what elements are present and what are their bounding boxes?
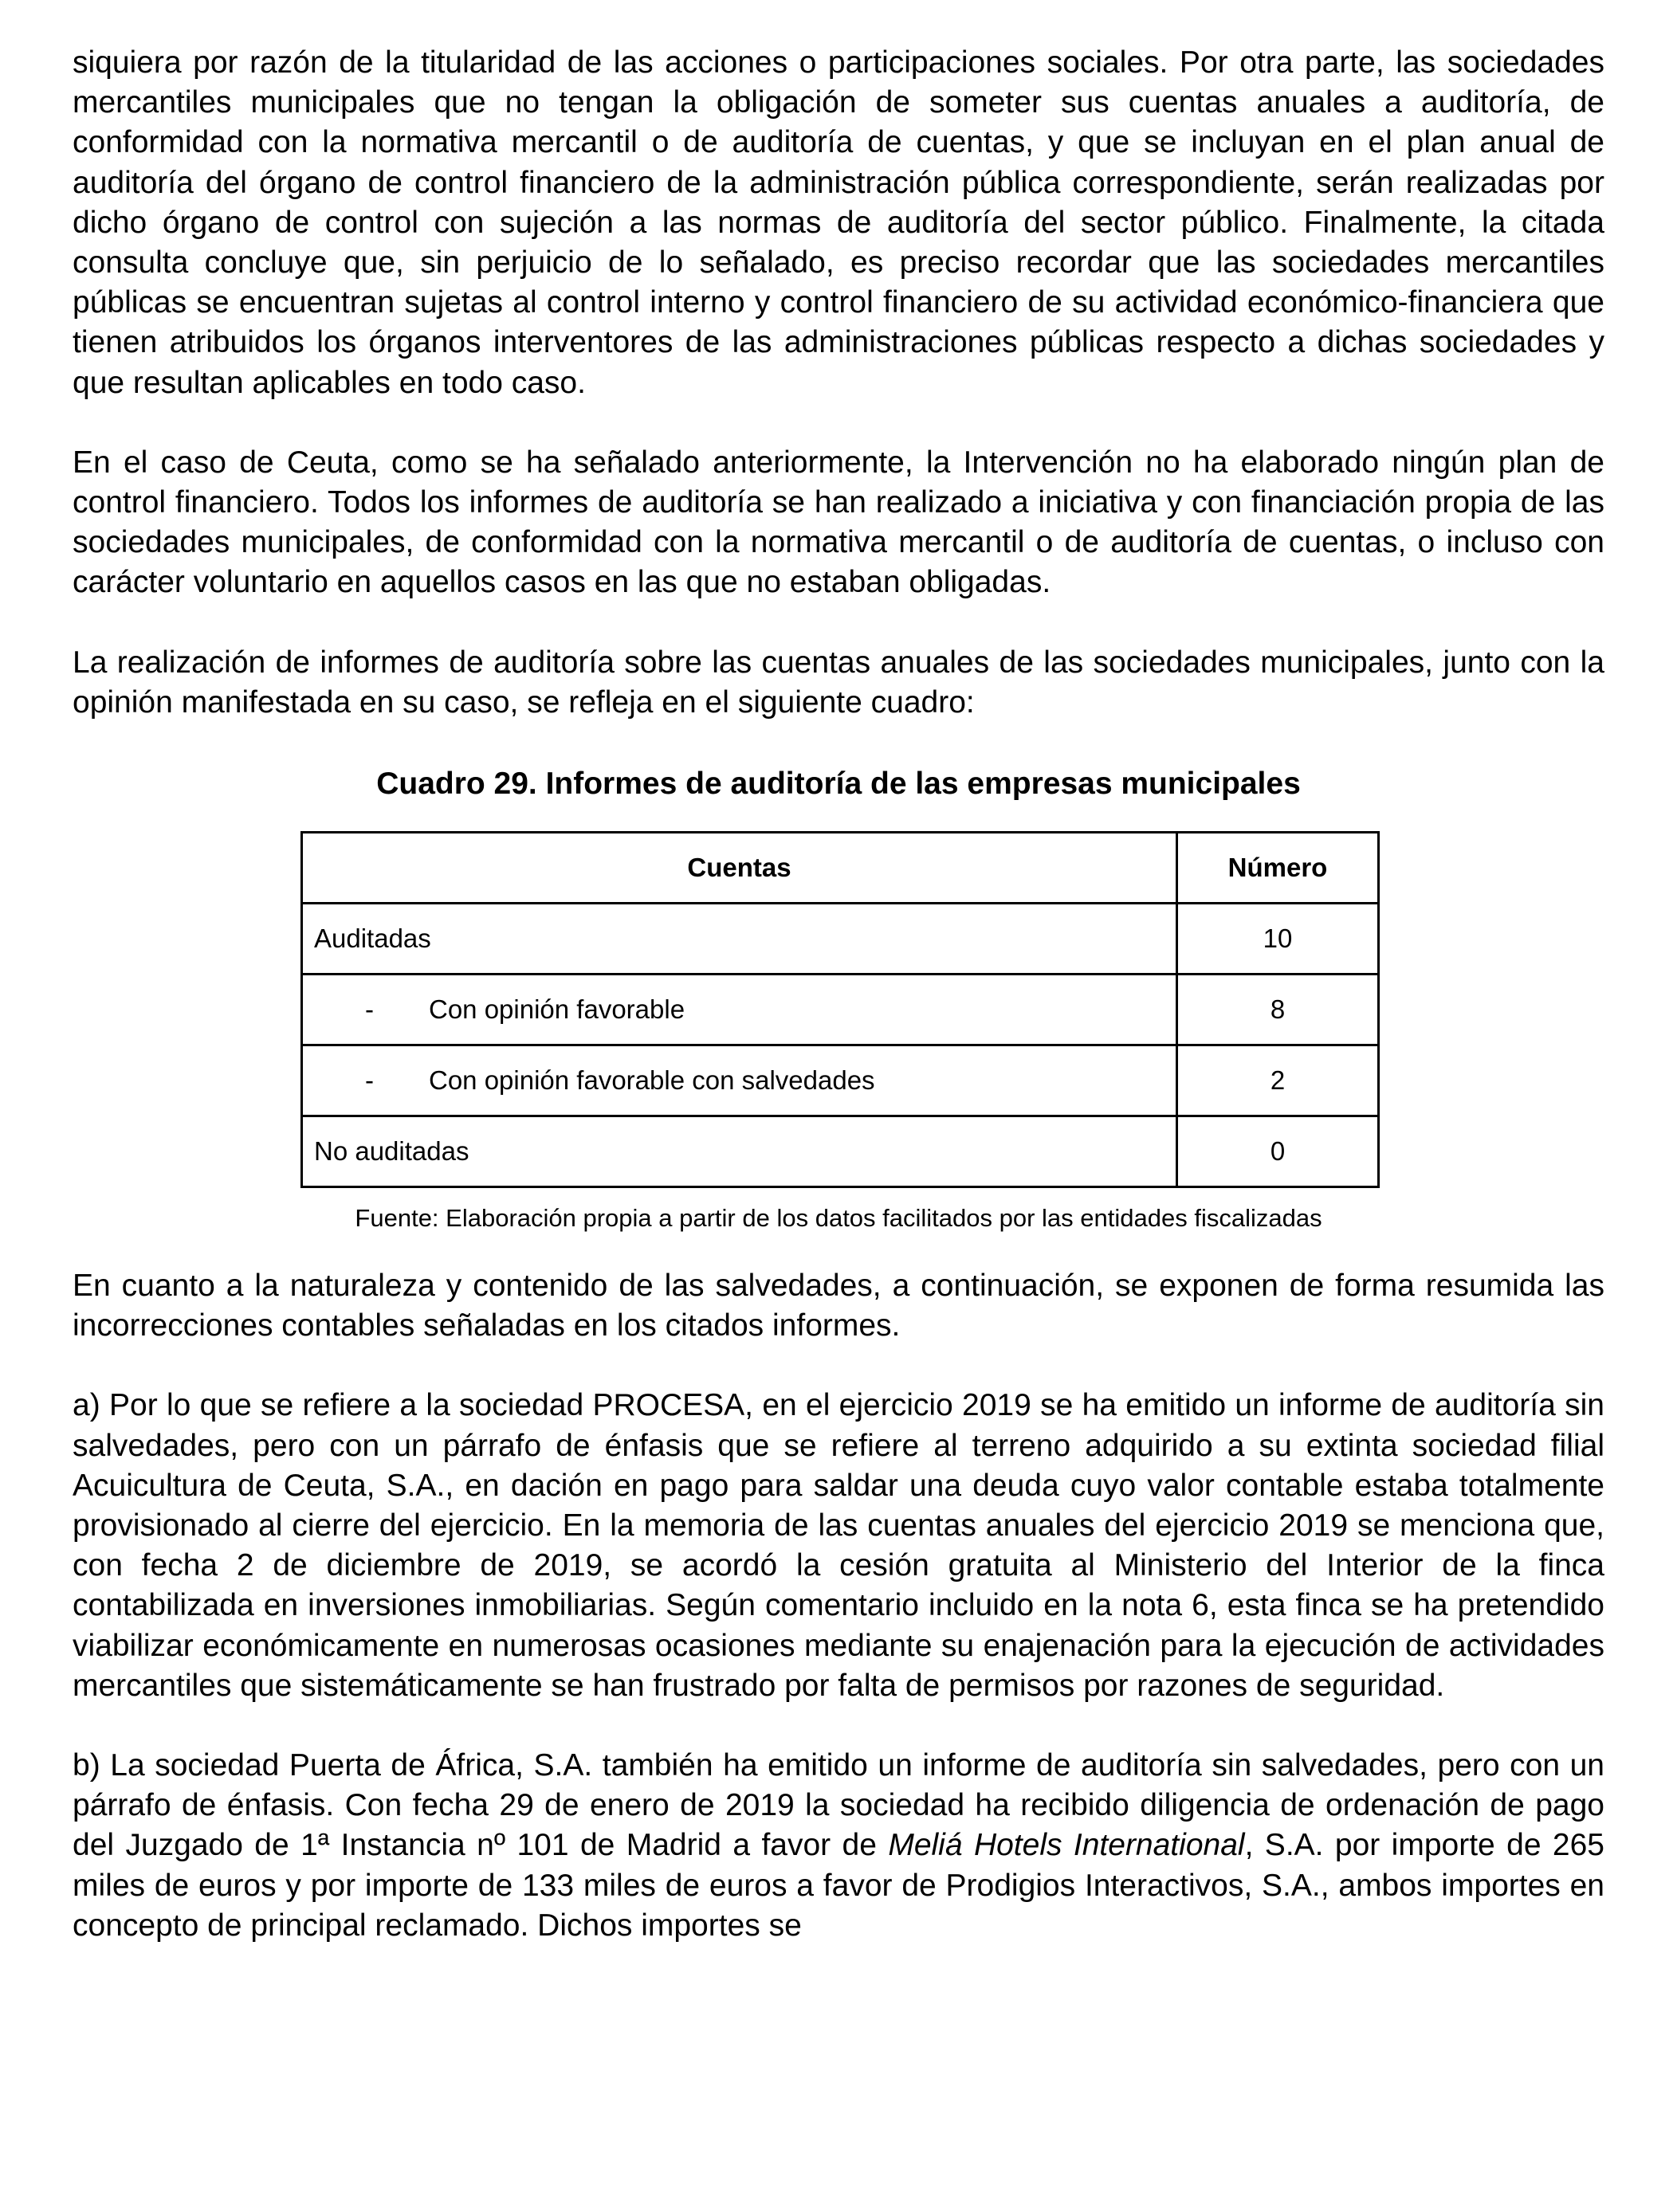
paragraph-1: siquiera por razón de la titularidad de las acciones o participaciones sociales. Por otra parte, las sociedades mercantiles municipales que no tengan la obligación de someter sus cuentas anuales a auditoría, de conformidad con la normativa mercantil o de auditoría de cuentas, y que se incluyan en el plan anual de auditoría del órgano de control financiero de la administración pública correspondiente, serán realizadas por dicho órgano de control con sujeción a las normas de auditoría del sector público. Finalmente, la citada consulta concluye que, sin perjuicio de lo señalado, es preciso recordar que las sociedades mercantiles públicas se encuentran sujetas al control interno y control financiero de su actividad económico-financiera que tienen atribuidos los órganos interventores de las administraciones públicas respecto a dichas sociedades y que resultan aplicables en todo caso. bbox=[73, 45, 1604, 400]
paragraph-6 bbox=[73, 1746, 1604, 1946]
row-label-text: Auditadas bbox=[314, 924, 431, 954]
company-name-italic: Meliá Hotels International bbox=[888, 1828, 1245, 1863]
table-row bbox=[302, 1116, 1379, 1187]
paragraph-3: La realización de informes de auditoría sobre las cuentas anuales de las sociedades municipales, junto con la opinión manifestada en su caso, se refleja en el siguiente cuadro: bbox=[73, 645, 1604, 720]
row-label-text: Con opinión favorable bbox=[429, 994, 685, 1025]
table-row bbox=[302, 1045, 1379, 1116]
paragraph-5: a) Por lo que se refiere a la sociedad PROCESA, en el ejercicio 2019 se ha emitido un informe de auditoría sin salvedades, pero con un párrafo de énfasis que se refiere al terreno adquirido a su extinta sociedad filial Acuicultura de Ceuta, S.A., en dación en pago para saldar una deuda cuyo valor contable estaba totalmente provisionado al cierre del ejercicio. En la memoria de las cuentas anuales del ejercicio 2019 se menciona que, con fecha 2 de diciembre de 2019, se acordó la cesión gratuita al Ministerio del Interior de la finca contabilizada en inversiones inmobiliarias. Según comentario incluido en la nota 6, esta finca se ha pretendido viabilizar económicamente en numerosas ocasiones mediante su enajenación para la ejecución de actividades mercantiles que sistemáticamente se han frustrado por falta de permisos por razones de seguridad. bbox=[73, 1388, 1604, 1703]
row-value: 10 bbox=[1177, 904, 1379, 975]
row-dash: - bbox=[365, 994, 374, 1025]
row-label-text: No auditadas bbox=[314, 1136, 469, 1167]
row-label bbox=[302, 904, 1177, 975]
document-page bbox=[73, 43, 1604, 1946]
paragraph-6-part-b: , S.A. por importe de 265 miles de euros y por importe de 133 miles de euros a favor de Prodigios Interactivos, S.A., ambos importes en concepto de principal reclamado. Dichos importes se bbox=[73, 1828, 1604, 1943]
paragraph-6-part-a: b) La sociedad Puerta de África, S.A. también ha emitido un informe de auditoría sin salvedades, pero con un párrafo de énfasis. Con fecha 29 de enero de 2019 la sociedad ha recibido diligencia de ordenación de pago del Juzgado de 1ª Instancia nº 101 de Madrid a favor de bbox=[73, 1748, 1604, 1863]
header-cuentas: Cuentas bbox=[302, 833, 1177, 904]
row-label bbox=[302, 1045, 1177, 1116]
table-header-row bbox=[302, 833, 1379, 904]
row-label-text: Con opinión favorable con salvedades bbox=[429, 1065, 875, 1096]
table-caption: Cuadro 29. Informes de auditoría de las empresas municipales bbox=[376, 767, 1301, 802]
paragraph-4: En cuanto a la naturaleza y contenido de las salvedades, a continuación, se exponen de forma resumida las incorrecciones contables señaladas en los citados informes. bbox=[73, 1269, 1604, 1343]
row-value: 8 bbox=[1177, 975, 1379, 1045]
row-label bbox=[302, 975, 1177, 1045]
table-row bbox=[302, 975, 1379, 1045]
header-numero: Número bbox=[1177, 833, 1379, 904]
table-source: Fuente: Elaboración propia a partir de los datos facilitados por las entidades fiscalizadas bbox=[355, 1204, 1322, 1233]
audit-table bbox=[300, 831, 1380, 1188]
row-value: 2 bbox=[1177, 1045, 1379, 1116]
row-value: 0 bbox=[1177, 1116, 1379, 1187]
paragraph-2: En el caso de Ceuta, como se ha señalado anteriormente, la Intervención no ha elaborado ningún plan de control financiero. Todos los informes de auditoría se han realizado a iniciativa y con financiación propia de las sociedades municipales, de conformidad con la normativa mercantil o de auditoría de cuentas, o incluso con carácter voluntario en aquellos casos en las que no estaban obligadas. bbox=[73, 445, 1604, 600]
row-dash: - bbox=[365, 1065, 374, 1096]
table-row bbox=[302, 904, 1379, 975]
row-label bbox=[302, 1116, 1177, 1187]
